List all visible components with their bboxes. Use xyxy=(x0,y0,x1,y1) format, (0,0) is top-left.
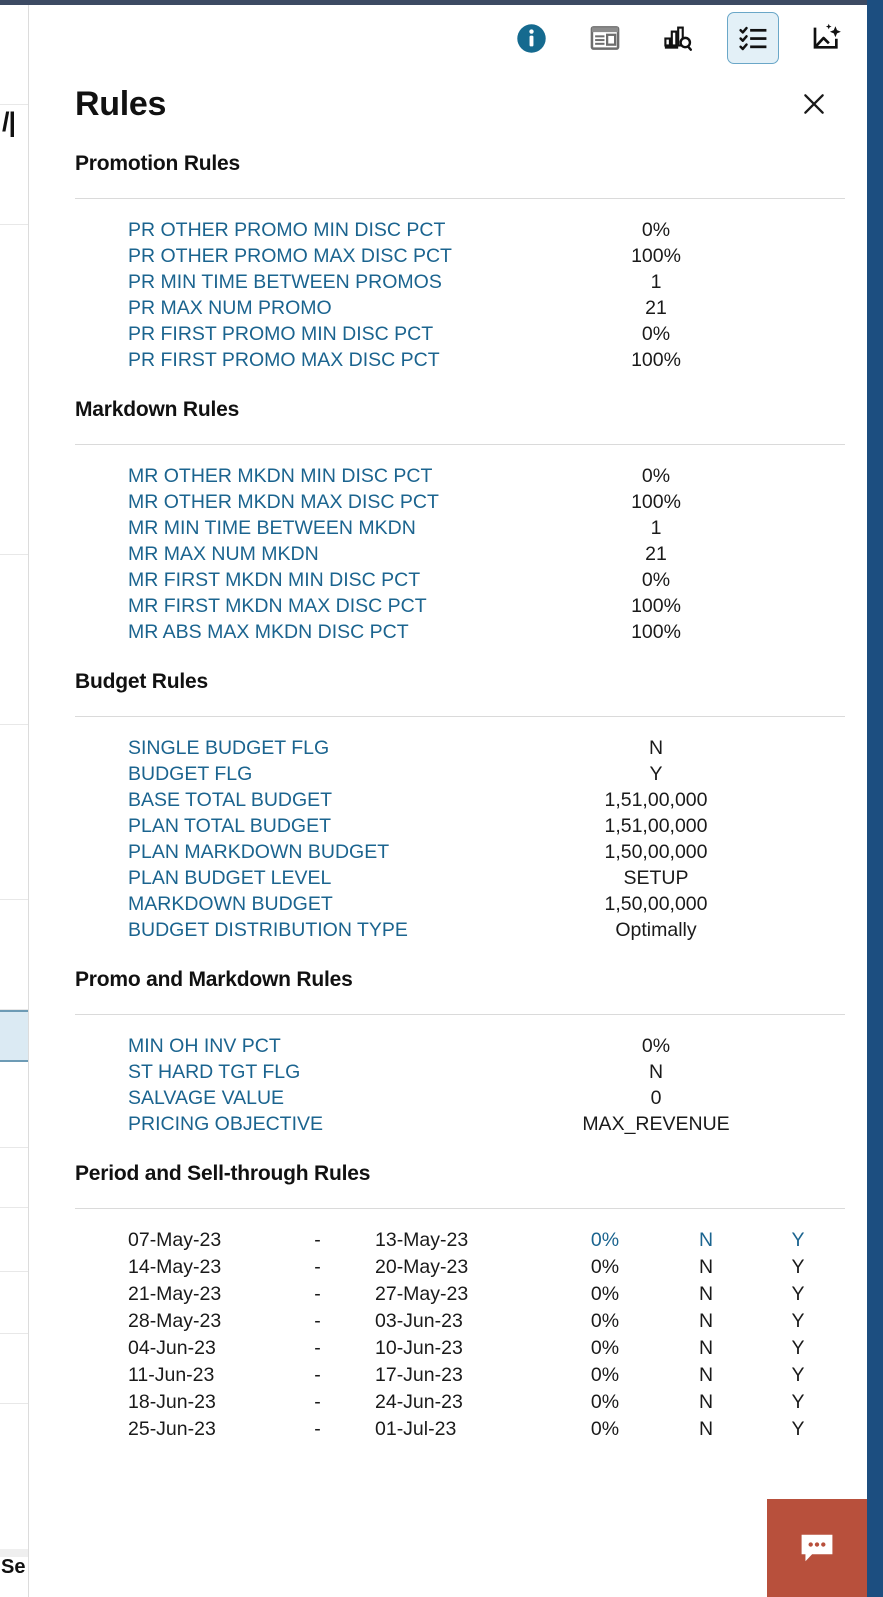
rule-label: MR FIRST MKDN MIN DISC PCT xyxy=(128,569,421,591)
rule-value: 1,50,00,000 xyxy=(604,841,708,863)
rule-row xyxy=(75,761,845,787)
rule-label: PR FIRST PROMO MAX DISC PCT xyxy=(128,349,440,371)
period-flag1: N xyxy=(698,1256,714,1278)
period-flag1: N xyxy=(698,1283,714,1305)
period-end: 27-May-23 xyxy=(375,1283,469,1305)
period-pct: 0% xyxy=(590,1337,620,1359)
section-title: Budget Rules xyxy=(75,670,208,693)
rule-label: MIN OH INV PCT xyxy=(128,1035,281,1057)
background-text-fragment: /| xyxy=(2,107,16,137)
rule-row xyxy=(75,489,845,515)
period-start: 21-May-23 xyxy=(128,1283,222,1305)
chart-search-icon xyxy=(663,22,695,54)
section-divider xyxy=(75,1014,845,1015)
period-flag2: Y xyxy=(791,1337,805,1359)
table-row[interactable] xyxy=(75,1281,845,1308)
rule-value: 0 xyxy=(650,1087,662,1109)
period-start: 11-Jun-23 xyxy=(128,1364,215,1386)
background-grid-row xyxy=(0,900,28,1010)
rule-value: 1 xyxy=(650,271,662,293)
rule-label: SALVAGE VALUE xyxy=(128,1087,285,1109)
section-divider xyxy=(75,444,845,445)
chat-launcher-button[interactable] xyxy=(767,1499,867,1597)
rule-value: 100% xyxy=(631,491,681,513)
background-grid-row xyxy=(0,225,28,555)
table-row[interactable] xyxy=(75,1362,845,1389)
rule-label: MR OTHER MKDN MIN DISC PCT xyxy=(128,465,433,487)
rule-value: 0% xyxy=(641,323,671,345)
period-table xyxy=(75,1227,845,1443)
rule-row xyxy=(75,1033,845,1059)
period-dash: - xyxy=(314,1256,321,1278)
rule-row xyxy=(75,1111,845,1137)
rules-list-icon-button[interactable] xyxy=(727,12,779,64)
table-row[interactable] xyxy=(75,1308,845,1335)
rule-value: 100% xyxy=(631,349,681,371)
rule-value: 1,51,00,000 xyxy=(604,789,708,811)
rule-label: PR OTHER PROMO MAX DISC PCT xyxy=(128,245,452,267)
period-dash: - xyxy=(314,1337,321,1359)
section-divider xyxy=(75,716,845,717)
period-flag1: N xyxy=(698,1391,714,1413)
rule-row xyxy=(75,321,845,347)
rule-label: BUDGET FLG xyxy=(128,763,253,785)
background-grid-row xyxy=(0,1272,28,1334)
rule-row xyxy=(75,891,845,917)
rule-value: 1 xyxy=(650,517,662,539)
background-grid-row xyxy=(0,1208,28,1272)
section-markdown-rules xyxy=(75,399,845,645)
close-icon xyxy=(801,91,827,117)
period-pct: 0% xyxy=(590,1229,620,1251)
rule-label: MR MAX NUM MKDN xyxy=(128,543,319,565)
info-icon-button[interactable] xyxy=(505,12,557,64)
period-pct: 0% xyxy=(590,1364,620,1386)
period-flag1: N xyxy=(698,1418,714,1440)
period-start: 07-May-23 xyxy=(128,1229,222,1251)
section-promotion-rules xyxy=(75,153,845,373)
section-promo-and-markdown-rules xyxy=(75,969,845,1137)
rule-row xyxy=(75,243,845,269)
rule-row xyxy=(75,813,845,839)
period-start: 04-Jun-23 xyxy=(128,1337,216,1359)
rule-value: 1,51,00,000 xyxy=(604,815,708,837)
period-flag2: Y xyxy=(791,1229,805,1251)
period-start: 25-Jun-23 xyxy=(128,1418,216,1440)
rule-row xyxy=(75,295,845,321)
rule-label: PRICING OBJECTIVE xyxy=(128,1113,324,1135)
background-footer-text: Se xyxy=(1,1556,26,1578)
rule-label: PR FIRST PROMO MIN DISC PCT xyxy=(128,323,434,345)
section-divider xyxy=(75,1208,845,1209)
period-flag2: Y xyxy=(791,1256,805,1278)
period-flag1: N xyxy=(698,1337,714,1359)
period-dash: - xyxy=(314,1310,321,1332)
page-title: Rules xyxy=(75,85,167,123)
rule-row xyxy=(75,463,845,489)
period-flag2: Y xyxy=(791,1364,805,1386)
rule-label: PLAN BUDGET LEVEL xyxy=(128,867,332,889)
rule-label: PR MIN TIME BETWEEN PROMOS xyxy=(128,271,442,293)
rule-row xyxy=(75,1059,845,1085)
rule-label: MR FIRST MKDN MAX DISC PCT xyxy=(128,595,427,617)
period-pct: 0% xyxy=(590,1391,620,1413)
period-dash: - xyxy=(314,1391,321,1413)
table-row[interactable] xyxy=(75,1254,845,1281)
rule-value: MAX_REVENUE xyxy=(582,1113,730,1135)
rule-row xyxy=(75,593,845,619)
rule-row xyxy=(75,567,845,593)
section-period-and-sellthrough-rules xyxy=(75,1163,845,1443)
period-pct: 0% xyxy=(590,1310,620,1332)
close-button[interactable] xyxy=(795,85,833,123)
chat-bubble-icon xyxy=(796,1527,838,1569)
ai-insight-icon xyxy=(811,22,843,54)
rule-label: MARKDOWN BUDGET xyxy=(128,893,333,915)
period-dash: - xyxy=(314,1229,321,1251)
period-flag1: N xyxy=(698,1229,714,1251)
rule-label: PLAN MARKDOWN BUDGET xyxy=(128,841,390,863)
rule-row xyxy=(75,619,845,645)
rule-label: MR OTHER MKDN MAX DISC PCT xyxy=(128,491,439,513)
section-divider xyxy=(75,198,845,199)
rule-row xyxy=(75,917,845,943)
rule-row xyxy=(75,787,845,813)
period-pct: 0% xyxy=(590,1418,620,1440)
period-flag1: N xyxy=(698,1364,714,1386)
period-dash: - xyxy=(314,1364,321,1386)
period-pct: 0% xyxy=(590,1283,620,1305)
rule-value: 21 xyxy=(645,297,667,319)
background-grid-row xyxy=(0,1148,28,1208)
period-end: 20-May-23 xyxy=(375,1256,469,1278)
rule-value: 100% xyxy=(631,245,681,267)
period-flag2: Y xyxy=(791,1418,805,1440)
rule-row xyxy=(75,217,845,243)
rule-row xyxy=(75,865,845,891)
rule-label: BUDGET DISTRIBUTION TYPE xyxy=(128,919,408,941)
rule-row xyxy=(75,1085,845,1111)
summary-icon xyxy=(589,22,621,54)
rule-row xyxy=(75,541,845,567)
table-row[interactable] xyxy=(75,1389,845,1416)
background-page xyxy=(0,5,29,1597)
period-pct: 0% xyxy=(590,1256,620,1278)
rule-row xyxy=(75,735,845,761)
rule-row xyxy=(75,839,845,865)
rule-value: 0% xyxy=(641,1035,671,1057)
chart-search-icon-button[interactable] xyxy=(653,12,705,64)
rule-value: 100% xyxy=(631,595,681,617)
rule-value: 1,50,00,000 xyxy=(604,893,708,915)
rules-overlay-panel xyxy=(29,5,867,1597)
rule-value: Y xyxy=(649,763,663,785)
rule-value: N xyxy=(648,1061,664,1083)
period-start: 28-May-23 xyxy=(128,1310,222,1332)
period-flag2: Y xyxy=(791,1283,805,1305)
period-end: 24-Jun-23 xyxy=(375,1391,463,1413)
ai-insight-icon-button[interactable] xyxy=(801,12,853,64)
period-flag2: Y xyxy=(791,1310,805,1332)
rule-value: 0% xyxy=(641,465,671,487)
period-flag1: N xyxy=(698,1310,714,1332)
background-grid-row xyxy=(0,1334,28,1404)
section-title: Period and Sell-through Rules xyxy=(75,1162,371,1185)
period-start: 14-May-23 xyxy=(128,1256,222,1278)
panel-toolbar xyxy=(505,5,853,71)
rule-label: PR MAX NUM PROMO xyxy=(128,297,332,319)
period-dash: - xyxy=(314,1418,321,1440)
rule-value: 100% xyxy=(631,621,681,643)
table-row[interactable] xyxy=(75,1416,845,1443)
background-grid-row xyxy=(0,555,28,725)
period-flag2: Y xyxy=(791,1391,805,1413)
period-dash: - xyxy=(314,1283,321,1305)
period-end: 10-Jun-23 xyxy=(375,1337,463,1359)
rule-value: 0% xyxy=(641,569,671,591)
rule-label: MR ABS MAX MKDN DISC PCT xyxy=(128,621,409,643)
rule-row xyxy=(75,515,845,541)
rule-value: N xyxy=(648,737,664,759)
rule-label: PLAN TOTAL BUDGET xyxy=(128,815,331,837)
section-title: Promo and Markdown Rules xyxy=(75,968,353,991)
window-right-rail xyxy=(867,0,883,1597)
background-grid-row-selected[interactable] xyxy=(0,1010,28,1062)
rule-value: SETUP xyxy=(623,867,689,889)
background-grid-row xyxy=(0,5,28,105)
sheet-header xyxy=(75,67,843,141)
period-end: 03-Jun-23 xyxy=(375,1310,463,1332)
table-row[interactable] xyxy=(75,1335,845,1362)
section-title: Promotion Rules xyxy=(75,152,241,175)
rule-value: 21 xyxy=(645,543,667,565)
rule-value: Optimally xyxy=(615,919,697,941)
rule-label: MR MIN TIME BETWEEN MKDN xyxy=(128,517,416,539)
rule-label: SINGLE BUDGET FLG xyxy=(128,737,330,759)
period-end: 17-Jun-23 xyxy=(375,1364,463,1386)
section-title: Markdown Rules xyxy=(75,398,240,421)
rules-content xyxy=(29,153,867,1597)
period-start: 18-Jun-23 xyxy=(128,1391,216,1413)
info-icon xyxy=(516,23,547,54)
background-grid-row xyxy=(0,725,28,900)
rule-label: ST HARD TGT FLG xyxy=(128,1061,301,1083)
summary-icon-button[interactable] xyxy=(579,12,631,64)
table-row[interactable] xyxy=(75,1227,845,1254)
rule-label: PR OTHER PROMO MIN DISC PCT xyxy=(128,219,446,241)
rule-value: 0% xyxy=(641,219,671,241)
rule-row xyxy=(75,269,845,295)
rule-label: BASE TOTAL BUDGET xyxy=(128,789,333,811)
background-grid-row xyxy=(0,1062,28,1148)
section-budget-rules xyxy=(75,671,845,943)
rules-list-icon xyxy=(738,23,769,54)
rule-row xyxy=(75,347,845,373)
period-end: 13-May-23 xyxy=(375,1229,469,1251)
period-end: 01-Jul-23 xyxy=(375,1418,457,1440)
